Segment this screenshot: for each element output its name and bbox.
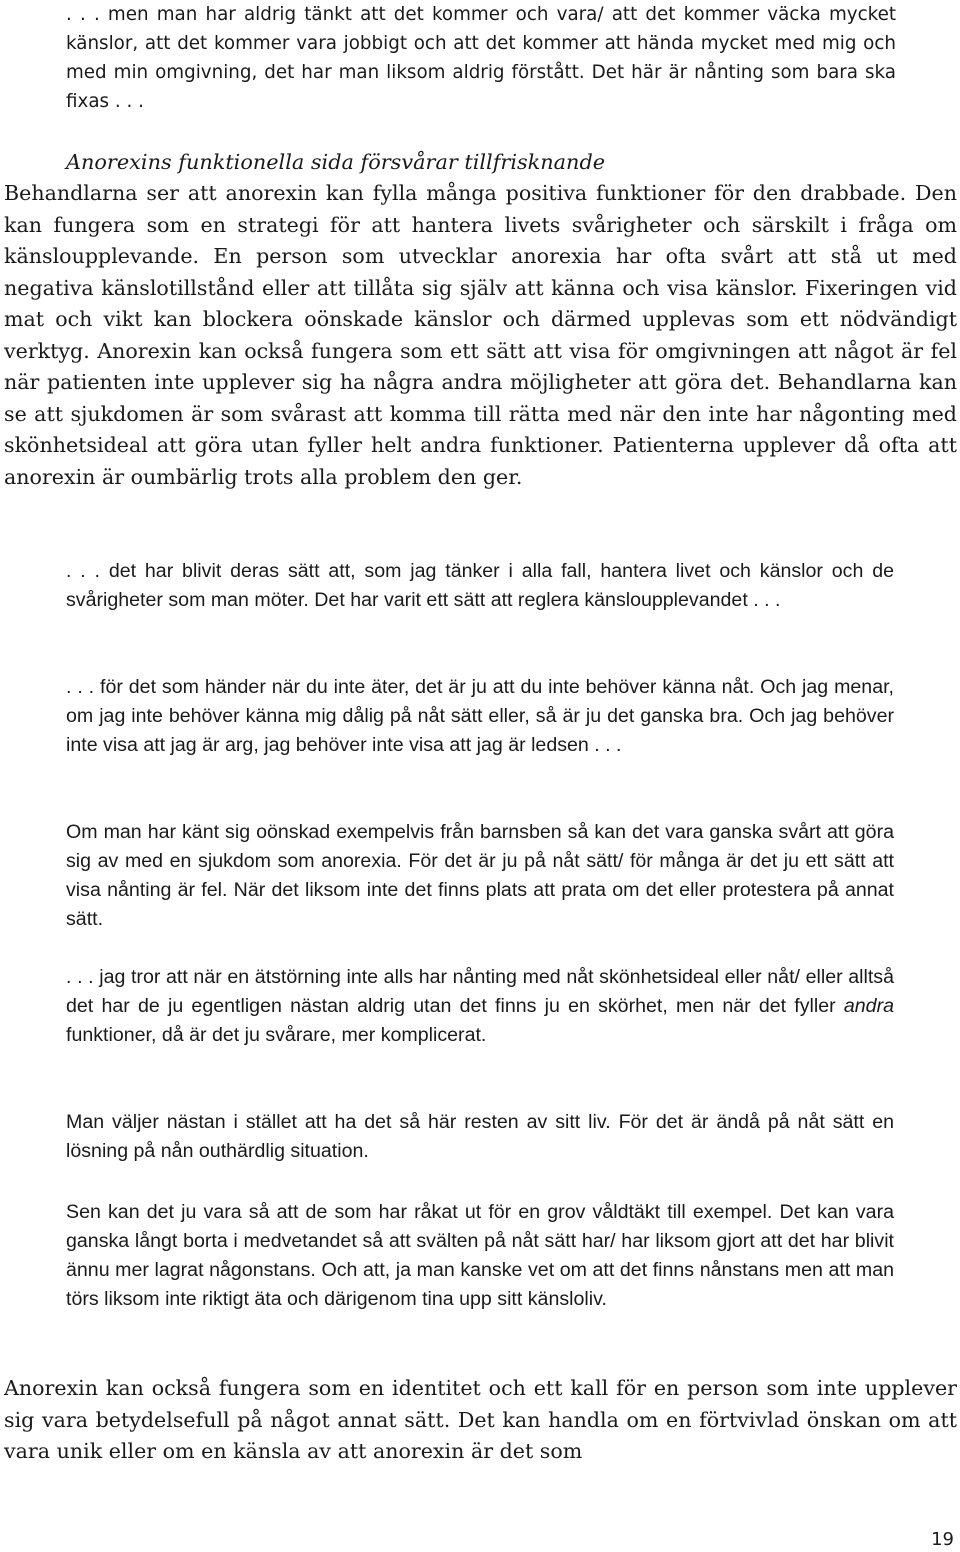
section-heading: Anorexins funktionella sida försvårar tillfrisknande	[66, 150, 606, 174]
interview-quote-2: . . . det har blivit deras sätt att, som jag tänker i alla fall, hantera livet och känslor och de svårigheter som man möter. Det har varit ett sätt att reglera känsloupplevandet . . .	[66, 560, 894, 611]
quote-5-text-start: . . . jag tror att när en ätstörning inte alls har nånting med nåt skönhetsideal eller nåt/ eller alltså det har de ju egentligen nästan aldrig utan det finns ju en skörhet, men när det fyller	[66, 966, 894, 1017]
quote-5-text-end: funktioner, då är det ju svårare, mer komplicerat.	[66, 1024, 487, 1046]
body-paragraph-2: Anorexin kan också fungera som en identitet och ett kall för en person som inte upplever sig vara betydelsefull på något annat sätt. Det kan handla om en förtvivlad önskan om att vara unik eller om en känsla av att anorexin är det som	[4, 1376, 957, 1463]
interview-quote-1: . . . men man har aldrig tänkt att det kommer och vara/ att det kommer väcka mycket känslor, att det kommer vara jobbigt och att det kommer att hända mycket med mig och med min omgivning, det har man liksom aldrig förstått. Det här är nånting som bara ska fixas . . .	[66, 4, 896, 112]
interview-quote-7: Sen kan det ju vara så att de som har råkat ut för en grov våldtäkt till exempel. Det kan vara ganska långt borta i medvetandet så att svälten på nåt sätt har/ har liksom gjort att det har blivit ännu mer lagrat någonstans. Och att, ja man kanske vet om att det finns nånstans men att man törs liksom inte riktigt äta och därigenom tina upp sitt känsloliv.	[66, 1201, 894, 1310]
interview-quote-6: Man väljer nästan i stället att ha det så här resten av sitt liv. För det är ändå på nåt sätt en lösning på nån outhärdlig situation.	[66, 1111, 894, 1162]
quote-5-emphasis: andra	[843, 995, 894, 1017]
interview-quote-3: . . . för det som händer när du inte äter, det är ju att du inte behöver känna nåt. Och jag menar, om jag inte behöver känna mig dålig på nåt sätt eller, så är ju det ganska bra. Och jag behöver inte visa att jag är arg, jag behöver inte visa att jag är ledsen . . .	[66, 676, 894, 756]
interview-quote-5	[66, 963, 894, 1050]
body-paragraph-1: Behandlarna ser att anorexin kan fylla många positiva funktioner för den drabbade. Den kan fungera som en strategi för att hantera livets svårigheter och särskilt i fråga om känsloupplevande. En person som utvecklar anorexia har ofta svårt att stå ut med negativa känslotillstånd eller att tillåta sig själv att känna och visa känslor. Fixeringen vid mat och vikt kan blockera oönskade känslor och därmed upplevas som ett nödvändigt verktyg. Anorexin kan också fungera som ett sätt att visa för omgivningen att något är fel när patienten inte upplever sig ha några andra möjligheter att göra det. Behandlarna kan se att sjukdomen är som svårast att komma till rätta med när den inte har någonting med skönhetsideal att göra utan fyller helt andra funktioner. Patienterna upplever då ofta att anorexin är oumbärlig trots alla problem den ger.	[4, 181, 957, 489]
page-number: 19	[931, 1529, 954, 1550]
interview-quote-4: Om man har känt sig oönskad exempelvis från barnsben så kan det vara ganska svårt att göra sig av med en sjukdom som anorexia. För det är ju på nåt sätt/ för många är det ju ett sätt att visa nånting är fel. När det liksom inte det finns plats att prata om det eller protestera på annat sätt.	[66, 821, 894, 930]
